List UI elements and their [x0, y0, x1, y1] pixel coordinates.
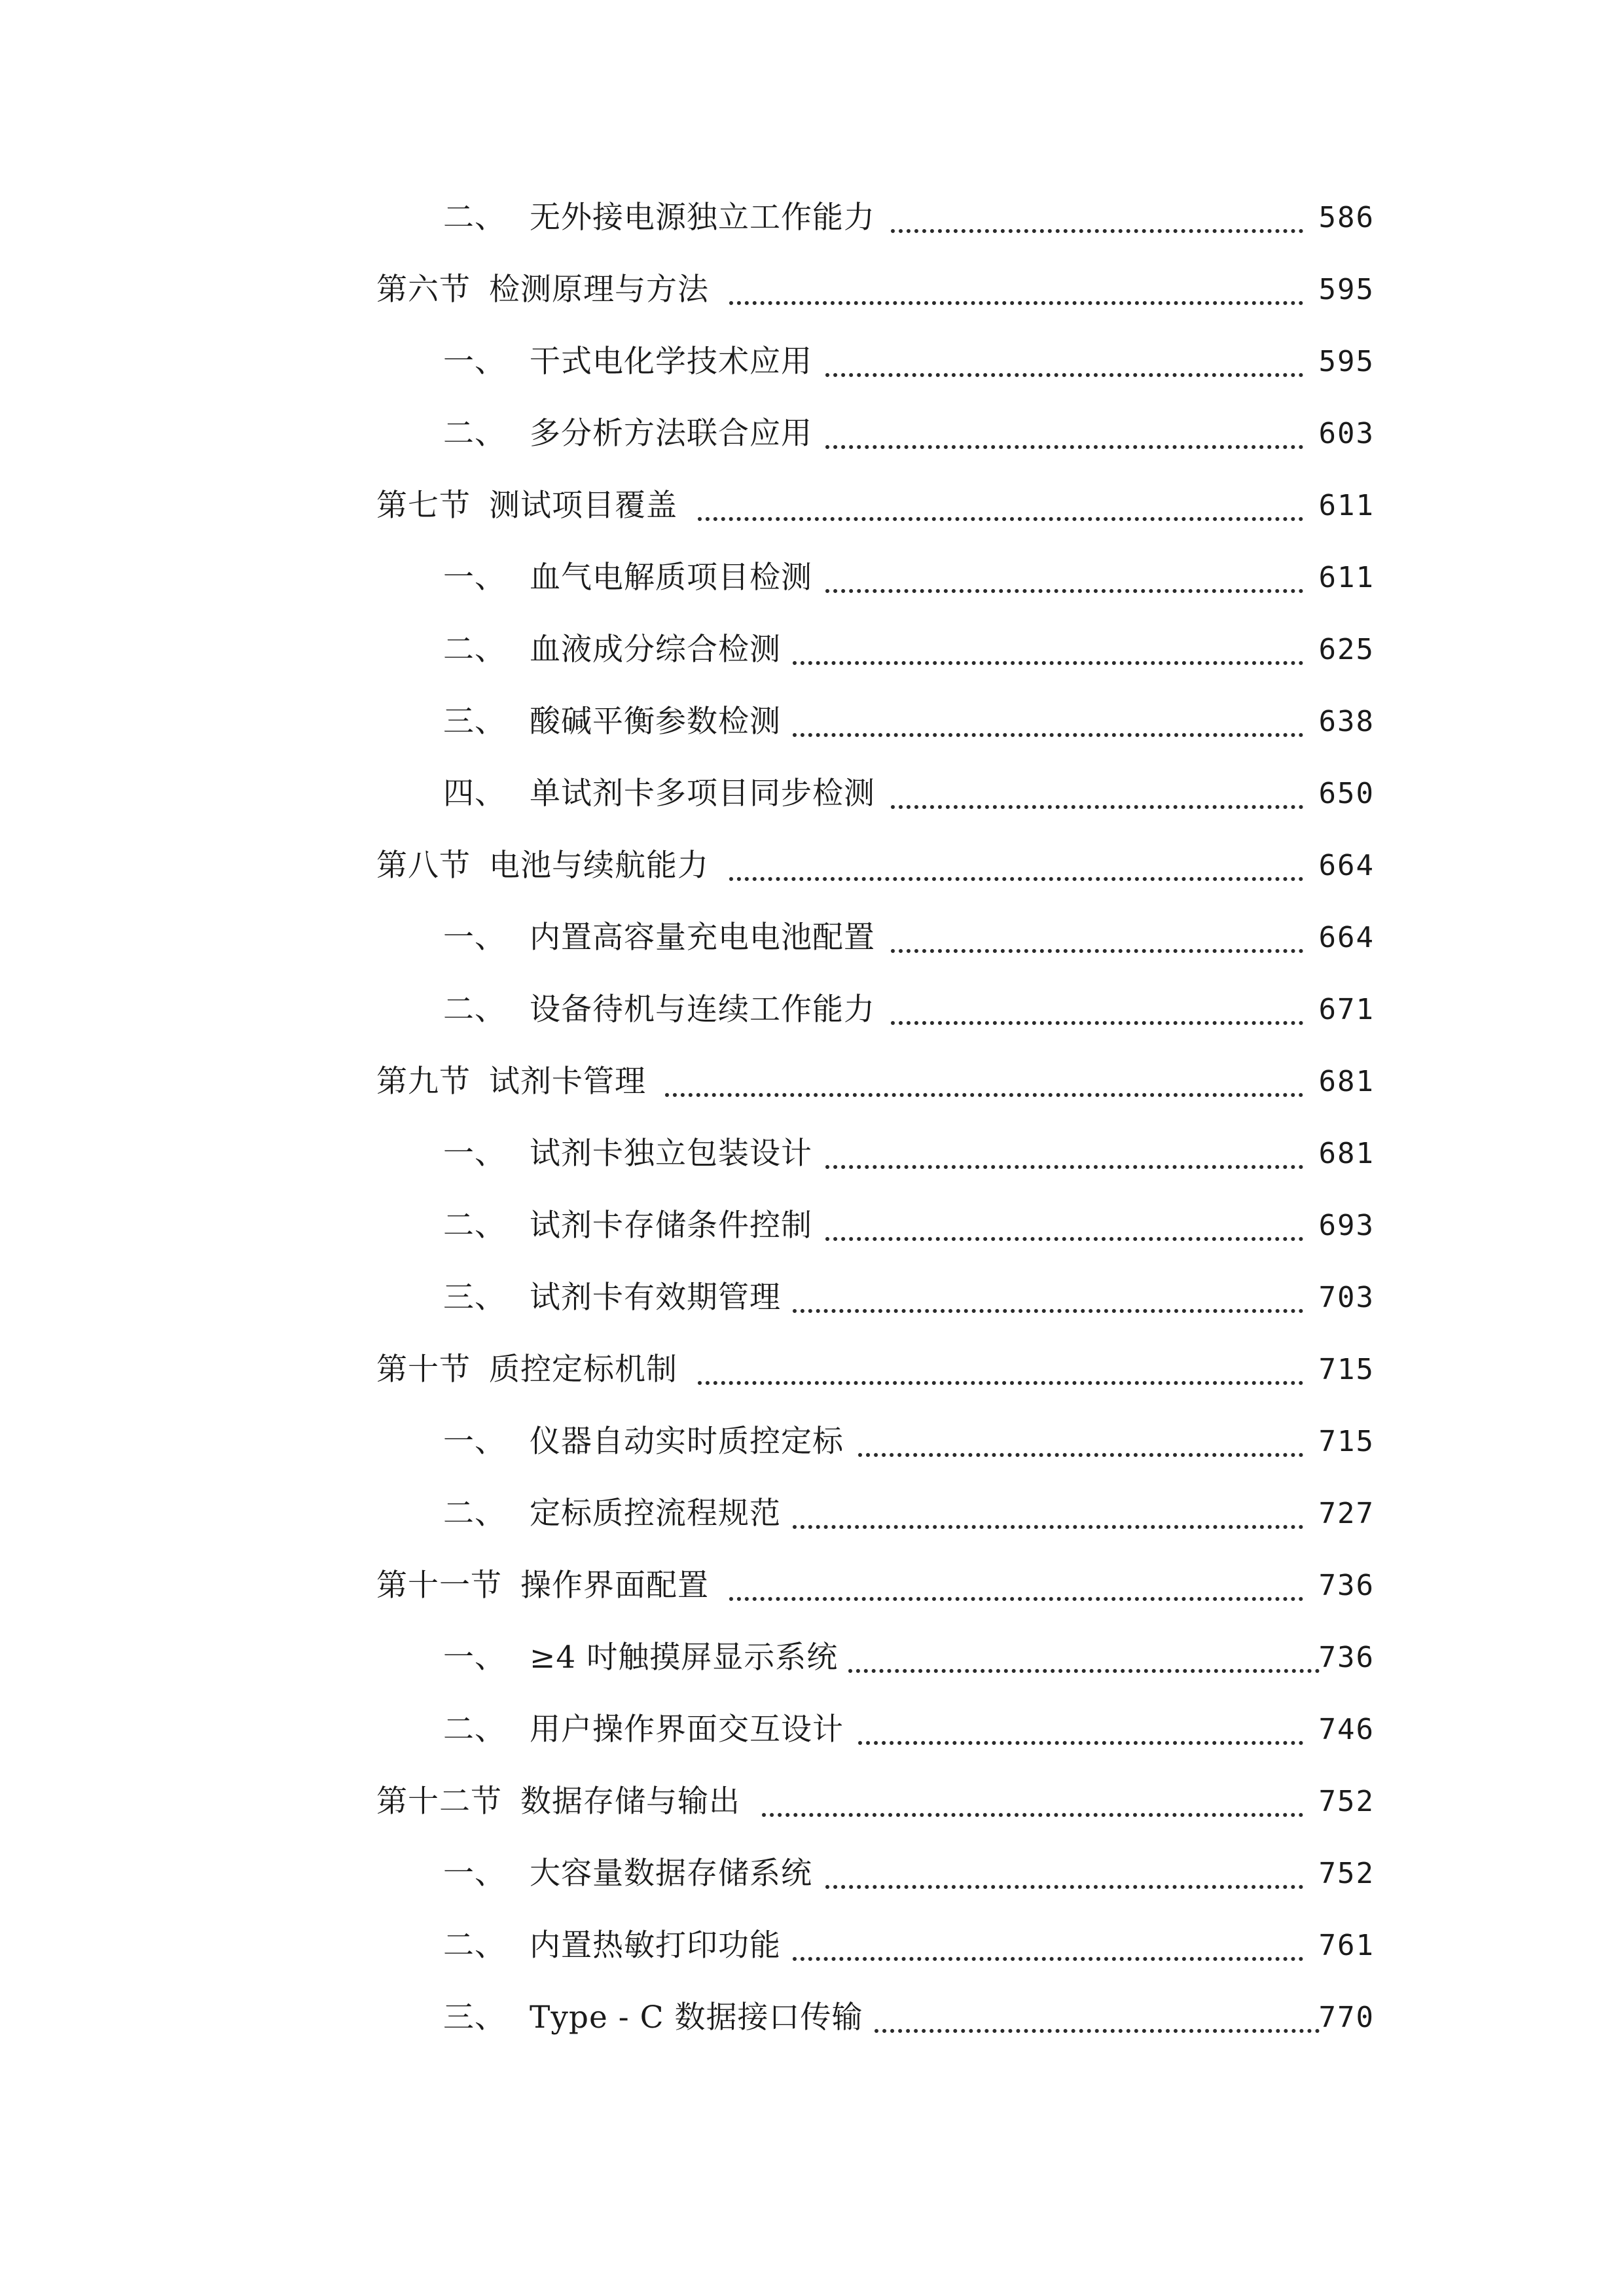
page-number: 664 — [1318, 921, 1375, 954]
entry-title: 血气电解质项目检测 — [530, 560, 812, 596]
entry-number: 一、 — [443, 1424, 506, 1460]
entry-title: 酸碱平衡参数检测 — [530, 704, 781, 740]
page-number: 671 — [1318, 993, 1375, 1026]
toc-entry-sub[interactable] — [0, 398, 1624, 470]
entry-section: 第九节 — [376, 1064, 471, 1100]
page-number: 638 — [1318, 705, 1375, 738]
entry-number: 三、 — [443, 2000, 506, 2036]
toc-entry-sub[interactable] — [0, 1622, 1624, 1694]
toc-entry-section[interactable] — [0, 1046, 1624, 1118]
dot-leader — [825, 1885, 1303, 1889]
dot-leader — [891, 1021, 1303, 1025]
toc-entry-section[interactable] — [0, 1334, 1624, 1406]
dot-leader — [858, 1453, 1303, 1457]
toc-entry-sub[interactable] — [0, 1262, 1624, 1334]
toc-entry-section[interactable] — [0, 1550, 1624, 1622]
page-number: 650 — [1318, 777, 1375, 810]
entry-title: 数据存储与输出 — [520, 1784, 740, 1820]
entry-number: 一、 — [443, 344, 506, 380]
dot-leader — [825, 1165, 1303, 1169]
dot-leader — [891, 229, 1303, 233]
entry-title: 干式电化学技术应用 — [530, 344, 812, 380]
dot-leader — [698, 517, 1303, 521]
entry-section: 第十二节 — [376, 1784, 502, 1820]
entry-section: 第十节 — [376, 1352, 471, 1388]
toc-entry-sub[interactable] — [0, 902, 1624, 974]
dot-leader — [698, 1381, 1303, 1385]
toc-entry-sub[interactable] — [0, 1118, 1624, 1190]
entry-title: 内置高容量充电电池配置 — [530, 920, 875, 956]
dot-leader — [762, 1813, 1303, 1817]
entry-section: 第六节 — [376, 272, 471, 308]
entry-number: 二、 — [443, 200, 506, 236]
toc-entry-sub[interactable] — [0, 326, 1624, 398]
page-number: 681 — [1318, 1065, 1375, 1098]
entry-title: 试剂卡独立包装设计 — [530, 1136, 812, 1172]
entry-title: 单试剂卡多项目同步检测 — [530, 776, 875, 812]
dot-leader — [793, 1309, 1303, 1313]
page-number: 664 — [1318, 849, 1375, 882]
page-number: 746 — [1318, 1713, 1375, 1746]
page-number: 625 — [1318, 633, 1375, 666]
dot-leader — [825, 373, 1303, 377]
dot-leader — [793, 661, 1303, 665]
entry-number: 四、 — [443, 776, 506, 812]
page-number: 611 — [1318, 489, 1375, 522]
dot-leader — [825, 1237, 1303, 1241]
entry-title: 试剂卡存储条件控制 — [530, 1208, 812, 1244]
dot-leader — [858, 1741, 1303, 1745]
toc-entry-sub[interactable] — [0, 1190, 1624, 1262]
toc-entry-section[interactable] — [0, 830, 1624, 902]
toc-entry-sub[interactable] — [0, 1406, 1624, 1478]
page-number: 727 — [1318, 1497, 1375, 1530]
toc-entry-sub[interactable] — [0, 758, 1624, 830]
entry-title: Type - C 数据接口传输 — [530, 2000, 863, 2036]
dot-leader — [729, 301, 1303, 305]
toc-entry-section[interactable] — [0, 254, 1624, 326]
entry-number: 一、 — [443, 920, 506, 956]
page-number: 681 — [1318, 1137, 1375, 1170]
entry-title: 定标质控流程规范 — [530, 1496, 781, 1532]
dot-leader — [793, 1957, 1303, 1961]
toc-entry-section[interactable] — [0, 470, 1624, 542]
entry-number: 一、 — [443, 1640, 506, 1676]
entry-title: 质控定标机制 — [489, 1352, 677, 1388]
entry-title: 测试项目覆盖 — [489, 488, 677, 524]
page-number: 736 — [1318, 1569, 1375, 1602]
page-number: 736 — [1318, 1641, 1375, 1674]
dot-leader — [848, 1669, 1320, 1673]
entry-title: 试剂卡管理 — [489, 1064, 646, 1100]
toc-entry-sub[interactable] — [0, 1910, 1624, 1982]
entry-number: 一、 — [443, 560, 506, 596]
entry-title: 试剂卡有效期管理 — [530, 1280, 781, 1316]
dot-leader — [825, 445, 1303, 449]
entry-number: 二、 — [443, 632, 506, 668]
entry-title: 电池与续航能力 — [489, 848, 709, 884]
toc-entry-sub[interactable] — [0, 1838, 1624, 1910]
entry-title: 检测原理与方法 — [489, 272, 709, 308]
toc-entry-sub[interactable] — [0, 1478, 1624, 1550]
dot-leader — [793, 1525, 1303, 1529]
entry-number: 二、 — [443, 1208, 506, 1244]
entry-number: 三、 — [443, 704, 506, 740]
page-number: 715 — [1318, 1425, 1375, 1458]
dot-leader — [793, 733, 1303, 737]
toc-entry-sub[interactable] — [0, 1694, 1624, 1766]
entry-number: 二、 — [443, 1496, 506, 1532]
page-number: 752 — [1318, 1857, 1375, 1890]
dot-leader — [825, 589, 1303, 593]
page-number: 761 — [1318, 1929, 1375, 1962]
entry-number: 三、 — [443, 1280, 506, 1316]
page-number: 715 — [1318, 1353, 1375, 1386]
entry-title: 大容量数据存储系统 — [530, 1856, 812, 1892]
dot-leader — [665, 1093, 1303, 1097]
entry-number: 一、 — [443, 1856, 506, 1892]
entry-number: 二、 — [443, 416, 506, 452]
toc-entry-sub[interactable] — [0, 974, 1624, 1046]
dot-leader — [891, 949, 1303, 953]
entry-title: 血液成分综合检测 — [530, 632, 781, 668]
toc-entry-sub[interactable] — [0, 614, 1624, 686]
toc-entry-sub[interactable] — [0, 1982, 1624, 2054]
page-number: 611 — [1318, 561, 1375, 594]
toc-entry-sub[interactable] — [0, 542, 1624, 614]
page-number: 586 — [1318, 201, 1375, 234]
entry-number: 一、 — [443, 1136, 506, 1172]
page-number: 770 — [1318, 2001, 1375, 2034]
entry-number: 二、 — [443, 1928, 506, 1964]
entry-title: 多分析方法联合应用 — [530, 416, 812, 452]
toc-entry-sub[interactable] — [0, 686, 1624, 758]
page-number: 595 — [1318, 345, 1375, 378]
entry-number: 二、 — [443, 992, 506, 1028]
entry-title: 仪器自动实时质控定标 — [530, 1424, 844, 1460]
dot-leader — [875, 2029, 1320, 2033]
page-number: 595 — [1318, 273, 1375, 306]
entry-title: 设备待机与连续工作能力 — [530, 992, 875, 1028]
entry-title: 无外接电源独立工作能力 — [530, 200, 875, 236]
dot-leader — [729, 877, 1303, 881]
toc-entry-section[interactable] — [0, 1766, 1624, 1838]
entry-title: 操作界面配置 — [520, 1568, 709, 1604]
entry-section: 第八节 — [376, 848, 471, 884]
page-number: 693 — [1318, 1209, 1375, 1242]
entry-title: ≥4 吋触摸屏显示系统 — [530, 1640, 839, 1676]
entry-title: 用户操作界面交互设计 — [530, 1712, 844, 1748]
dot-leader — [891, 805, 1303, 809]
entry-section: 第十一节 — [376, 1568, 502, 1604]
entry-title: 内置热敏打印功能 — [530, 1928, 781, 1964]
toc-entry-sub[interactable] — [0, 182, 1624, 254]
page-number: 603 — [1318, 417, 1375, 450]
page-number: 703 — [1318, 1281, 1375, 1314]
dot-leader — [729, 1597, 1303, 1601]
page-number: 752 — [1318, 1785, 1375, 1818]
entry-number: 二、 — [443, 1712, 506, 1748]
entry-section: 第七节 — [376, 488, 471, 524]
